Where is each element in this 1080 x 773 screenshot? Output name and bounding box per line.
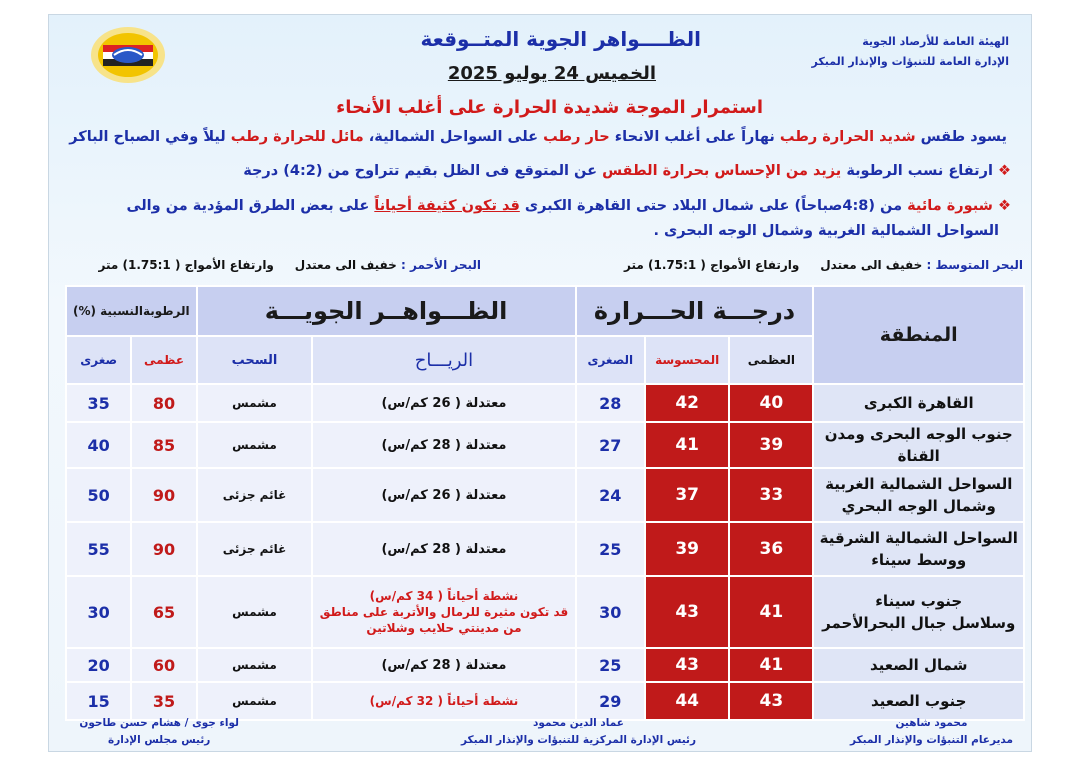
org-name: الهيئة العامة للأرصاد الجوية [862, 35, 1009, 48]
wind-text: نشطة أحياناً ( 34 كم/س) [369, 589, 519, 603]
humidity-max: 80 [131, 384, 196, 422]
wind-text: نشطة أحياناً ( 32 كم/س) [369, 694, 519, 708]
region-name: القاهرة الكبرى [863, 394, 974, 412]
max-temp: 40 [729, 384, 813, 422]
fog-note: ❖ شبورة مائية من (4:8صباحاً) على شمال البلاد حتى القاهرة الكبرى قد تكون كثيفة أحياناً على بعض الطرق المؤدية من والى [126, 198, 1011, 214]
cloud-cell: مشمس [197, 384, 313, 422]
min-temp: 24 [576, 468, 646, 522]
wind-note: قد تكون مثيرة للرمال والأتربة على مناطق [319, 605, 569, 619]
cloud-cell: غائم جزئى [197, 522, 313, 576]
humidity-max: 85 [131, 422, 196, 468]
feels-like-temp: 39 [645, 522, 729, 576]
max-temp: 41 [729, 648, 813, 682]
table-row [66, 384, 1024, 422]
humidity-max: 60 [131, 648, 196, 682]
wind-cell [312, 522, 575, 576]
table-row [66, 468, 1024, 522]
min-temp: 29 [576, 682, 646, 720]
wind-text: معتدلة ( 26 كم/س) [381, 395, 507, 411]
header-region: المنطقة [813, 286, 1024, 384]
region-name: جنوب سيناء [875, 592, 963, 610]
feels-like-temp: 44 [645, 682, 729, 720]
humidity-min: 15 [66, 682, 131, 720]
min-temp: 28 [576, 384, 646, 422]
cloud-cell: غائم جزئى [197, 468, 313, 522]
region-cell [813, 522, 1024, 576]
feels-like-temp: 43 [645, 648, 729, 682]
cloud-cell: مشمس [197, 422, 313, 468]
region-cell [813, 422, 1024, 468]
wind-text: معتدلة ( 28 كم/س) [381, 437, 507, 453]
table-row [66, 648, 1024, 682]
max-temp: 39 [729, 422, 813, 468]
region-name-line2: ووسط سيناء [871, 551, 967, 569]
wind-cell [312, 422, 575, 468]
region-name: جنوب الصعيد [871, 692, 967, 710]
subheader-humidity-min: صغرى [66, 336, 131, 384]
signature-2: عماد الدين محمود رئيس الإدارة المركزية للتنبؤات والإنذار المبكر [460, 717, 696, 746]
subheader-max: العظمى [729, 336, 813, 384]
subheader-min: الصغرى [576, 336, 646, 384]
feels-like-temp: 42 [645, 384, 729, 422]
page-title: الظــــواهر الجوية المتــوقعة [420, 27, 701, 51]
forecast-sheet [48, 14, 1032, 752]
ema-logo [89, 25, 167, 85]
humidity-min: 40 [66, 422, 131, 468]
cloud-cell: مشمس [197, 576, 313, 648]
humidity-min: 35 [66, 384, 131, 422]
max-temp: 36 [729, 522, 813, 576]
humidity-max: 35 [131, 682, 196, 720]
min-temp: 25 [576, 522, 646, 576]
bullet-icon: ❖ [992, 163, 1011, 179]
table-row [66, 422, 1024, 468]
max-temp: 43 [729, 682, 813, 720]
max-temp: 41 [729, 576, 813, 648]
cloud-cell: مشمس [197, 682, 313, 720]
forecast-date: الخميس 24 يوليو 2025 [447, 63, 656, 84]
region-cell [813, 576, 1024, 648]
humidity-note: ❖ ارتفاع نسب الرطوبة يزيد من الإحساس بحرارة الطقس عن المتوقع فى الظل بقيم تتراوح من (4:2) درجة [243, 163, 1011, 179]
min-temp: 27 [576, 422, 646, 468]
humidity-max: 90 [131, 522, 196, 576]
region-name-line2: وشمال الوجه البحري [841, 497, 996, 515]
summary-line: يسود طقس شديد الحرارة رطب نهاراً على أغلب الانحاء حار رطب على السواحل الشمالية، مائل للحرارة رطب ليلاً وفي الصباح الباكر [69, 129, 1007, 145]
subheader-feels: المحسوسة [645, 336, 729, 384]
region-name: السواحل الشمالية الشرقية [819, 529, 1018, 547]
subheader-wind: الريـــاح [312, 336, 575, 384]
wind-text: معتدلة ( 28 كم/س) [381, 541, 507, 557]
fog-note-line2: السواحل الشمالية الغربية وشمال الوجه البحرى . [653, 223, 999, 239]
signature-3: لواء جوى / هشام حسن طاحون رئيس مجلس الإدارة [79, 717, 239, 746]
min-temp: 30 [576, 576, 646, 648]
wind-cell [312, 648, 575, 682]
bullet-icon: ❖ [992, 198, 1011, 214]
max-temp: 33 [729, 468, 813, 522]
feels-like-temp: 41 [645, 422, 729, 468]
signature-1: محمود شاهين مديرعام التنبؤات والإنذار المبكر [849, 717, 1013, 746]
table-row [66, 522, 1024, 576]
headline: استمرار الموجة شديدة الحرارة على أغلب الأنحاء [336, 97, 763, 118]
subheader-humidity-max: عظمى [131, 336, 196, 384]
forecast-table [65, 285, 1025, 721]
region-name: السواحل الشمالية الغربية [825, 475, 1013, 493]
humidity-max: 65 [131, 576, 196, 648]
wind-cell [312, 384, 575, 422]
wind-text: معتدلة ( 28 كم/س) [381, 657, 507, 673]
region-name: شمال الصعيد [869, 656, 968, 674]
wind-note-line2: من مدينتي حلايب وشلاتين [366, 621, 522, 635]
humidity-max: 90 [131, 468, 196, 522]
min-temp: 25 [576, 648, 646, 682]
header-humidity: الرطوبةالنسبية (%) [66, 286, 197, 336]
wind-cell [312, 576, 575, 648]
region-cell [813, 384, 1024, 422]
humidity-min: 50 [66, 468, 131, 522]
table-row [66, 576, 1024, 648]
region-name-line2: وسلاسل جبال البحرالأحمر [822, 614, 1016, 632]
mediterranean-sea: البحر المتوسط : خفيف الى معتدل وارتفاع الأمواج ( 1.75:1) متر [624, 258, 1023, 272]
header-phenomena: الظـــواهــر الجويـــة [197, 286, 576, 336]
red-sea: البحر الأحمر : خفيف الى معتدل وارتفاع الأمواج ( 1.75:1) متر [98, 258, 481, 272]
org-department: الإدارة العامة للتنبؤات والإنذار المبكر [811, 55, 1009, 68]
cloud-cell: مشمس [197, 648, 313, 682]
wind-text: معتدلة ( 26 كم/س) [381, 487, 507, 503]
humidity-min: 20 [66, 648, 131, 682]
humidity-min: 30 [66, 576, 131, 648]
feels-like-temp: 37 [645, 468, 729, 522]
region-name: جنوب الوجه البحرى ومدن القناة [824, 425, 1013, 465]
humidity-min: 55 [66, 522, 131, 576]
wind-cell [312, 468, 575, 522]
region-cell [813, 468, 1024, 522]
header-temperature: درجـــة الحـــرارة [576, 286, 814, 336]
feels-like-temp: 43 [645, 576, 729, 648]
subheader-cloud: السحب [197, 336, 313, 384]
region-cell [813, 648, 1024, 682]
